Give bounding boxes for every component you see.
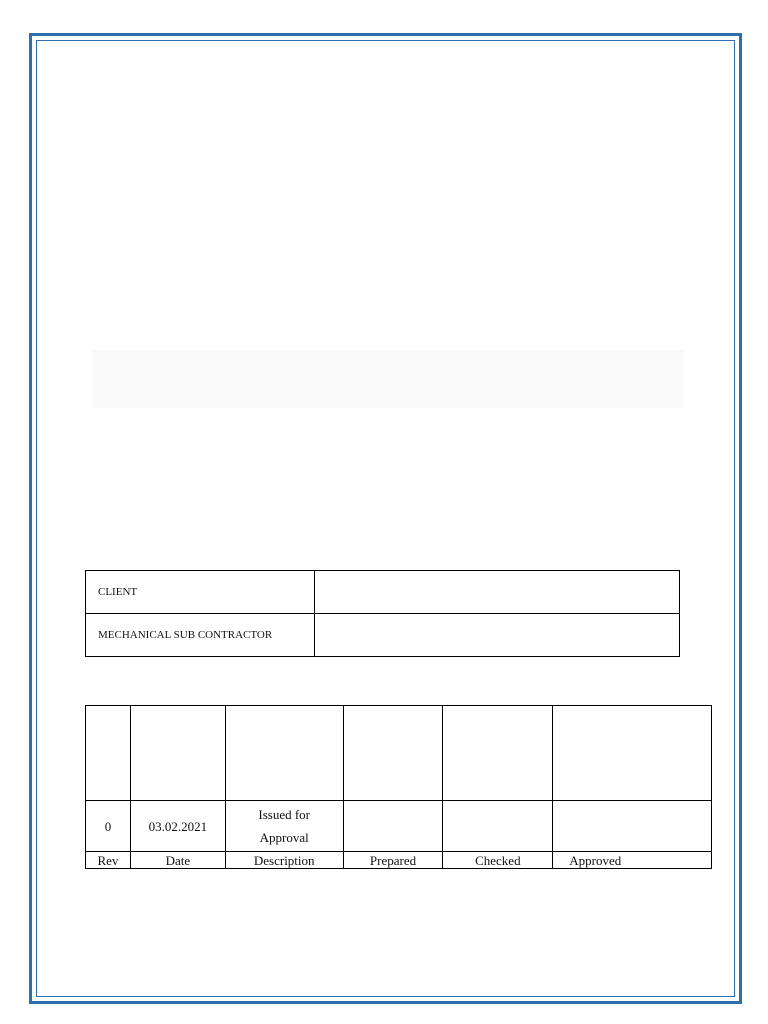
- table-row: [86, 706, 712, 801]
- table-cell: [343, 706, 443, 801]
- mechanical-subcontractor-label: MECHANICAL SUB CONTRACTOR: [86, 614, 315, 657]
- checked-value: [443, 801, 553, 852]
- table-row: [86, 571, 680, 614]
- title-area: [92, 350, 684, 408]
- table-cell: [225, 706, 343, 801]
- client-label: CLIENT: [86, 571, 315, 614]
- revision-table: [85, 705, 712, 869]
- date-value: 03.02.2021: [130, 801, 225, 852]
- prepared-value: [343, 801, 443, 852]
- mechanical-subcontractor-value: [315, 614, 680, 657]
- prepared-header: Prepared: [343, 852, 443, 869]
- approved-header: Approved: [553, 852, 712, 869]
- client-info-table: [85, 570, 680, 657]
- table-row: [86, 614, 680, 657]
- table-header-row: [86, 852, 712, 869]
- table-cell: [130, 706, 225, 801]
- description-line: Approval: [259, 830, 309, 845]
- table-cell: [443, 706, 553, 801]
- description-line: Issued for: [258, 807, 311, 822]
- rev-value: 0: [86, 801, 131, 852]
- table-cell: [553, 706, 712, 801]
- description-value: [225, 801, 343, 852]
- checked-header: Checked: [443, 852, 553, 869]
- client-value: [315, 571, 680, 614]
- approved-value: [553, 801, 712, 852]
- table-row: [86, 801, 712, 852]
- rev-header: Rev: [86, 852, 131, 869]
- table-cell: [86, 706, 131, 801]
- date-header: Date: [130, 852, 225, 869]
- description-header: Description: [225, 852, 343, 869]
